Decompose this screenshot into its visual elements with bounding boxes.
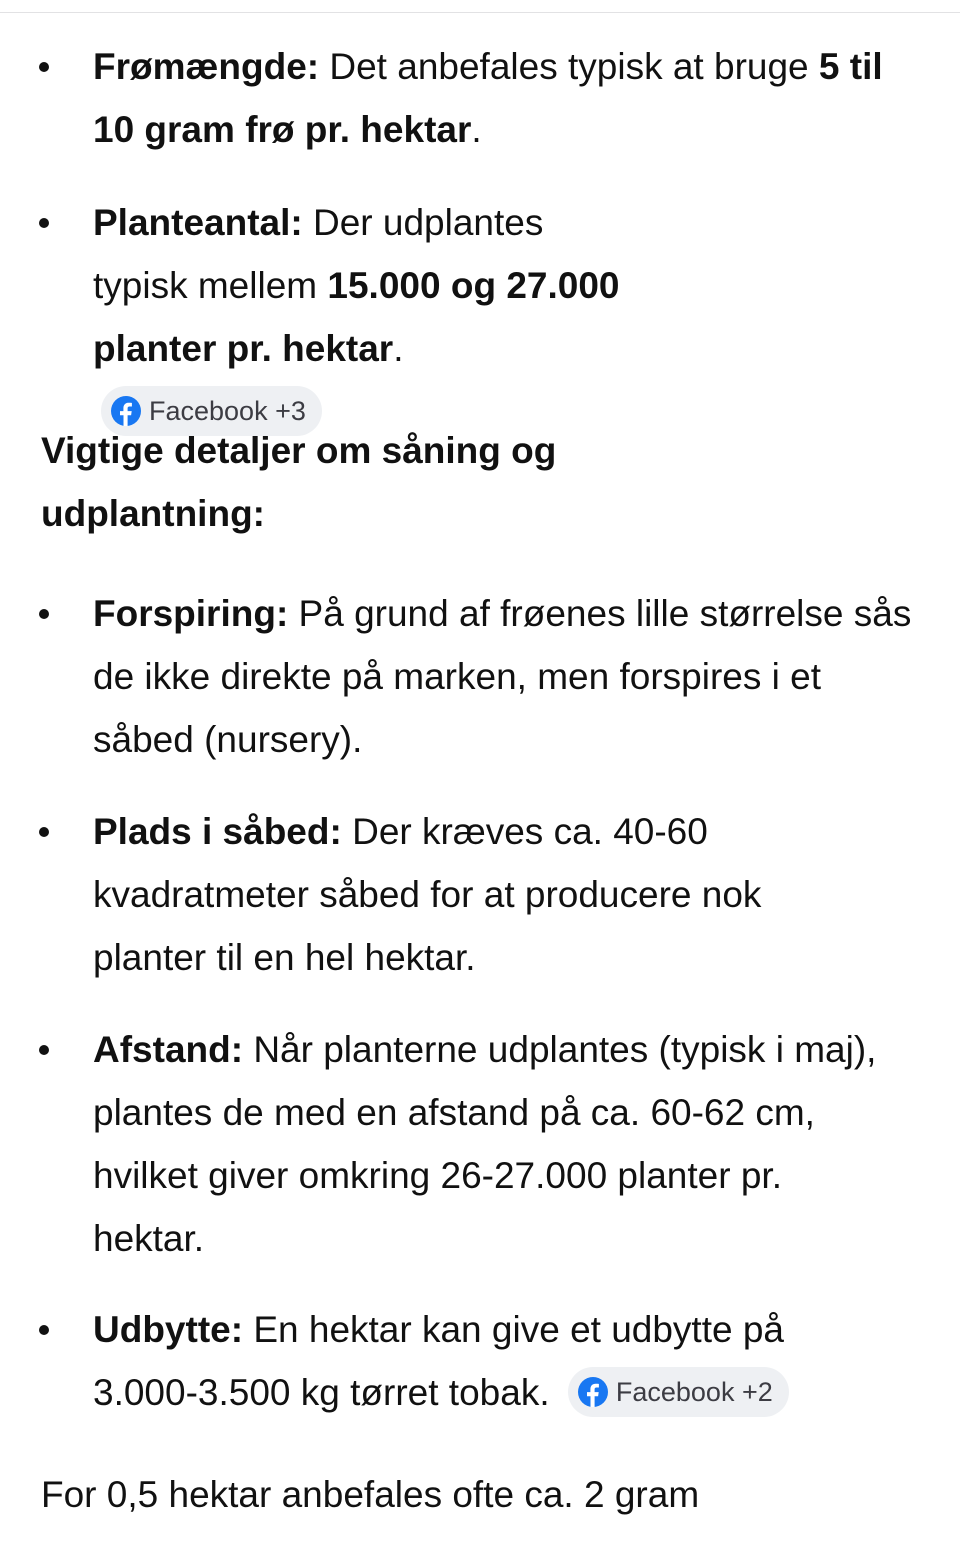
item-label: Afstand: [93,1029,244,1070]
bullet-icon [39,1045,49,1055]
bullet-icon [39,827,49,837]
bullet-icon [39,609,49,619]
item-text: En hektar kan give et udbytte på 3.000-3.500 kg tørret tobak. [93,1309,785,1413]
list-item-afstand [0,1018,960,1270]
list-item-forspiring [0,582,960,771]
item-label: Udbytte: [93,1309,244,1350]
footer-paragraph: For 0,5 hektar anbefales ofte ca. 2 gram [41,1474,700,1515]
source-chip-facebook[interactable] [568,1367,789,1417]
top-divider [0,12,960,13]
bullet-icon [39,218,49,228]
item-text-end: . [471,109,482,150]
item-label: Frømængde: [93,46,320,87]
item-label: Planteantal: [93,202,303,243]
bullet-icon [39,62,49,72]
item-text: Der udplantes typisk mellem [93,202,544,306]
item-text-end: . [393,328,404,369]
list-item-fromaengde [0,35,960,161]
bullet-icon [39,1325,49,1335]
list-item-udbytte [0,1298,960,1424]
item-label: Plads i såbed: [93,811,342,852]
section-heading: Vigtige detaljer om såning og udplantning: [41,430,557,534]
item-text: Det anbefales typisk at bruge [319,46,819,87]
chip-label: Facebook +3 [149,396,306,427]
item-text: På grund af frøenes lille størrelse sås de ikke direkte på marken, men forspires i et såbed (nursery). [93,593,912,760]
list-item-planteantal [0,191,960,443]
chip-label: Facebook +2 [615,1377,773,1408]
item-strong-text: 5 til 10 gram frø pr. hektar [93,46,883,150]
item-strong-text: 15.000 og 27.000 planter pr. hektar [93,265,620,369]
facebook-icon [578,1377,608,1407]
item-text: Når planterne udplantes (typisk i maj), plantes de med en afstand på ca. 60-62 cm, hvilket giver omkring 26-27.000 planter pr. hektar. [93,1029,877,1259]
item-label: Forspiring: [93,593,289,634]
list-item-plads-i-saabed [0,800,960,989]
item-text: Der kræves ca. 40-60 kvadratmeter såbed for at producere nok planter til en hel hektar. [93,811,762,978]
